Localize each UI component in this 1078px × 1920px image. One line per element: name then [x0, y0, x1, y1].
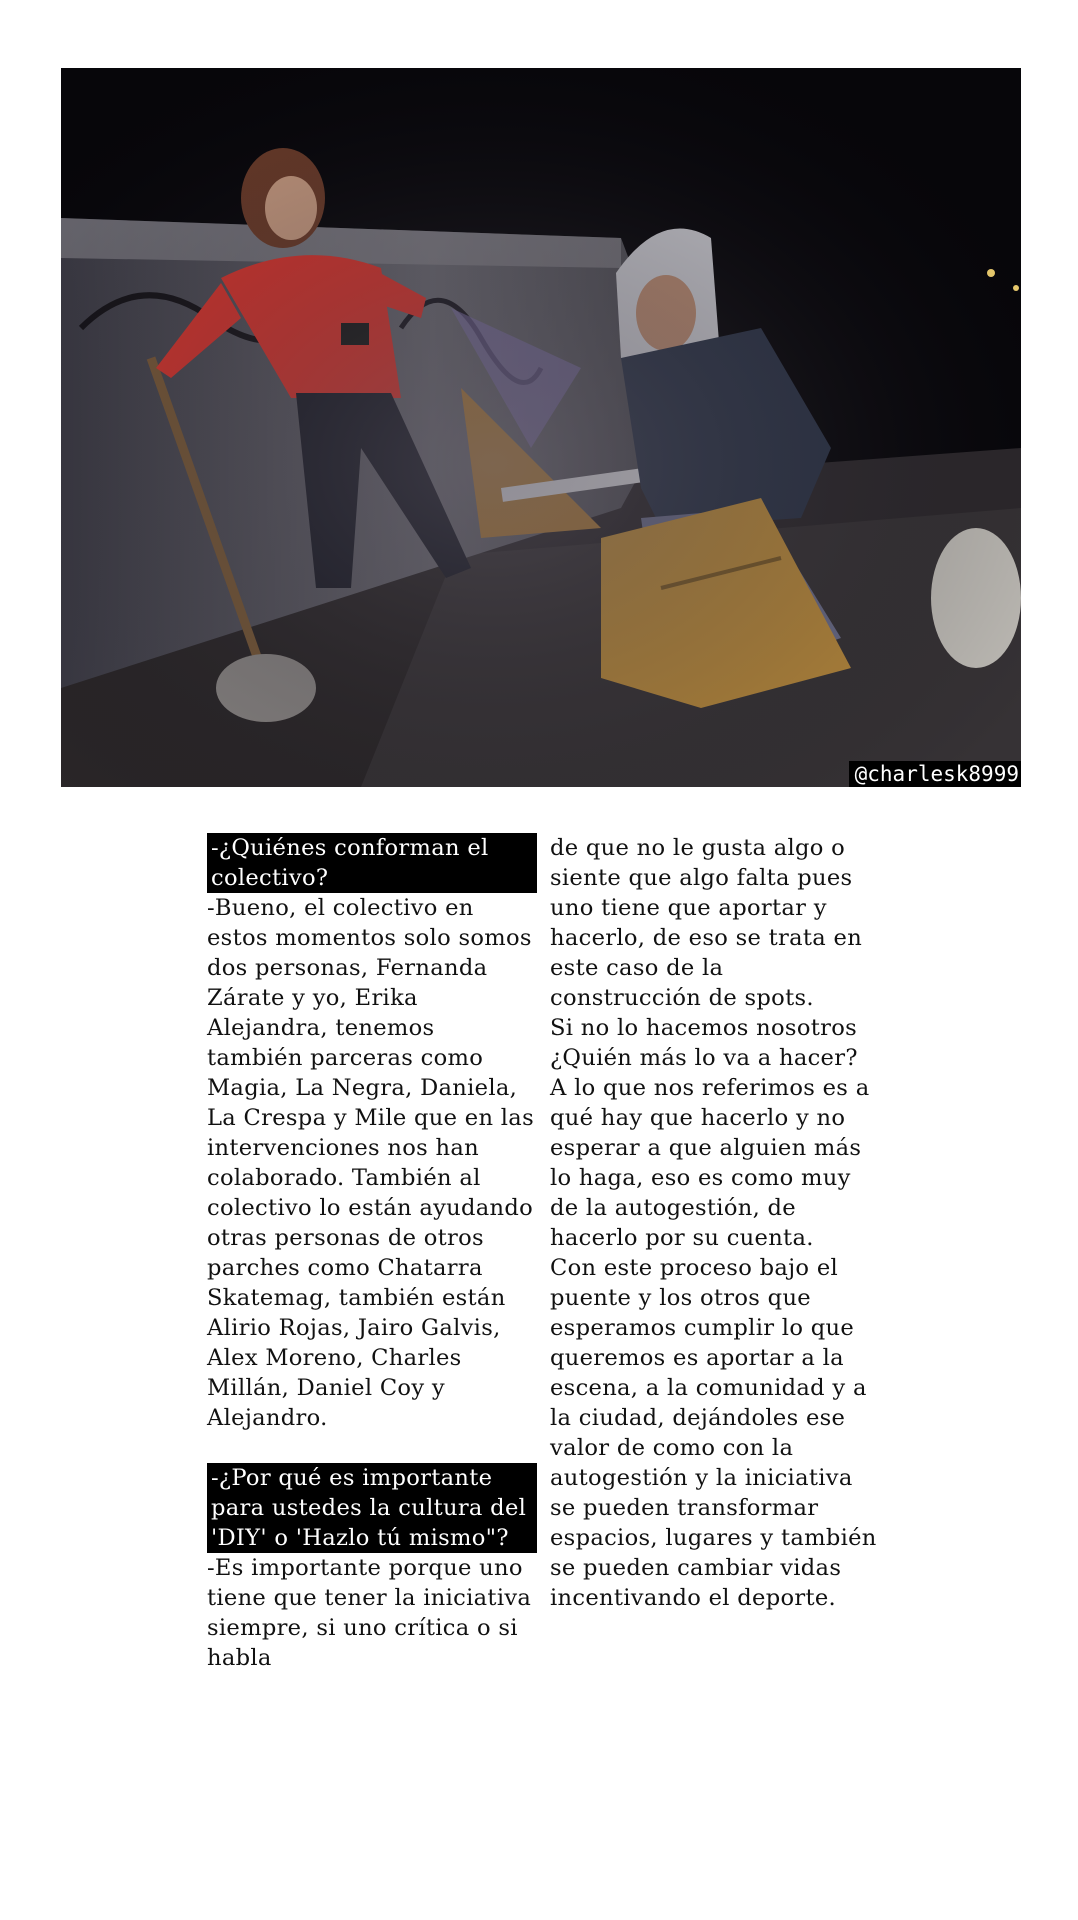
spacer	[207, 1433, 537, 1463]
answer-2-part-2: de que no le gusta algo o siente que algo falta pues uno tiene que aportar y hacerlo, de eso se trata en este caso de la construcción de spots.	[550, 835, 863, 1011]
answer-2-part-1: -Es importante porque uno tiene que tener la iniciativa siempre, si uno crítica o si habla	[207, 1555, 532, 1671]
article-photo	[61, 68, 1021, 787]
photo-credit: @charlesk8999	[849, 761, 1021, 787]
article-column-right	[550, 833, 880, 1613]
question-1: -¿Quiénes conforman el colectivo?	[207, 833, 537, 893]
answer-1: -Bueno, el colectivo en estos momentos solo somos dos personas, Fernanda Zárate y yo, Erika Alejandra, tenemos también parceras como Magia, La Negra, Daniela, La Crespa y Mile que en las intervenciones nos han colaborado. También al colectivo lo están ayudando otras personas de otros parches como Chatarra Skatemag, también están Alirio Rojas, Jairo Galvis, Alex Moreno, Charles Millán, Daniel Coy y Alejandro.	[207, 895, 534, 1431]
answer-2-part-4: Con este proceso bajo el puente y los otros que esperamos cumplir lo que queremos es aportar a la escena, a la comunidad y a la ciudad, dejándoles ese valor de como con la autogestión y la iniciativa se pueden transformar espacios, lugares y también se pueden cambiar vidas incentivando el deporte.	[550, 1255, 877, 1611]
question-2: -¿Por qué es importante para ustedes la cultura del 'DIY' o 'Hazlo tú mismo"?	[207, 1463, 537, 1553]
answer-2-part-3: Si no lo hacemos nosotros ¿Quién más lo va a hacer? A lo que nos referimos es a qué hay que hacerlo y no esperar a que alguien más lo haga, eso es como muy de la autogestión, de hacerlo por su cuenta.	[550, 1015, 870, 1251]
article-column-left	[207, 833, 537, 1673]
photo-illustration	[61, 68, 1021, 787]
